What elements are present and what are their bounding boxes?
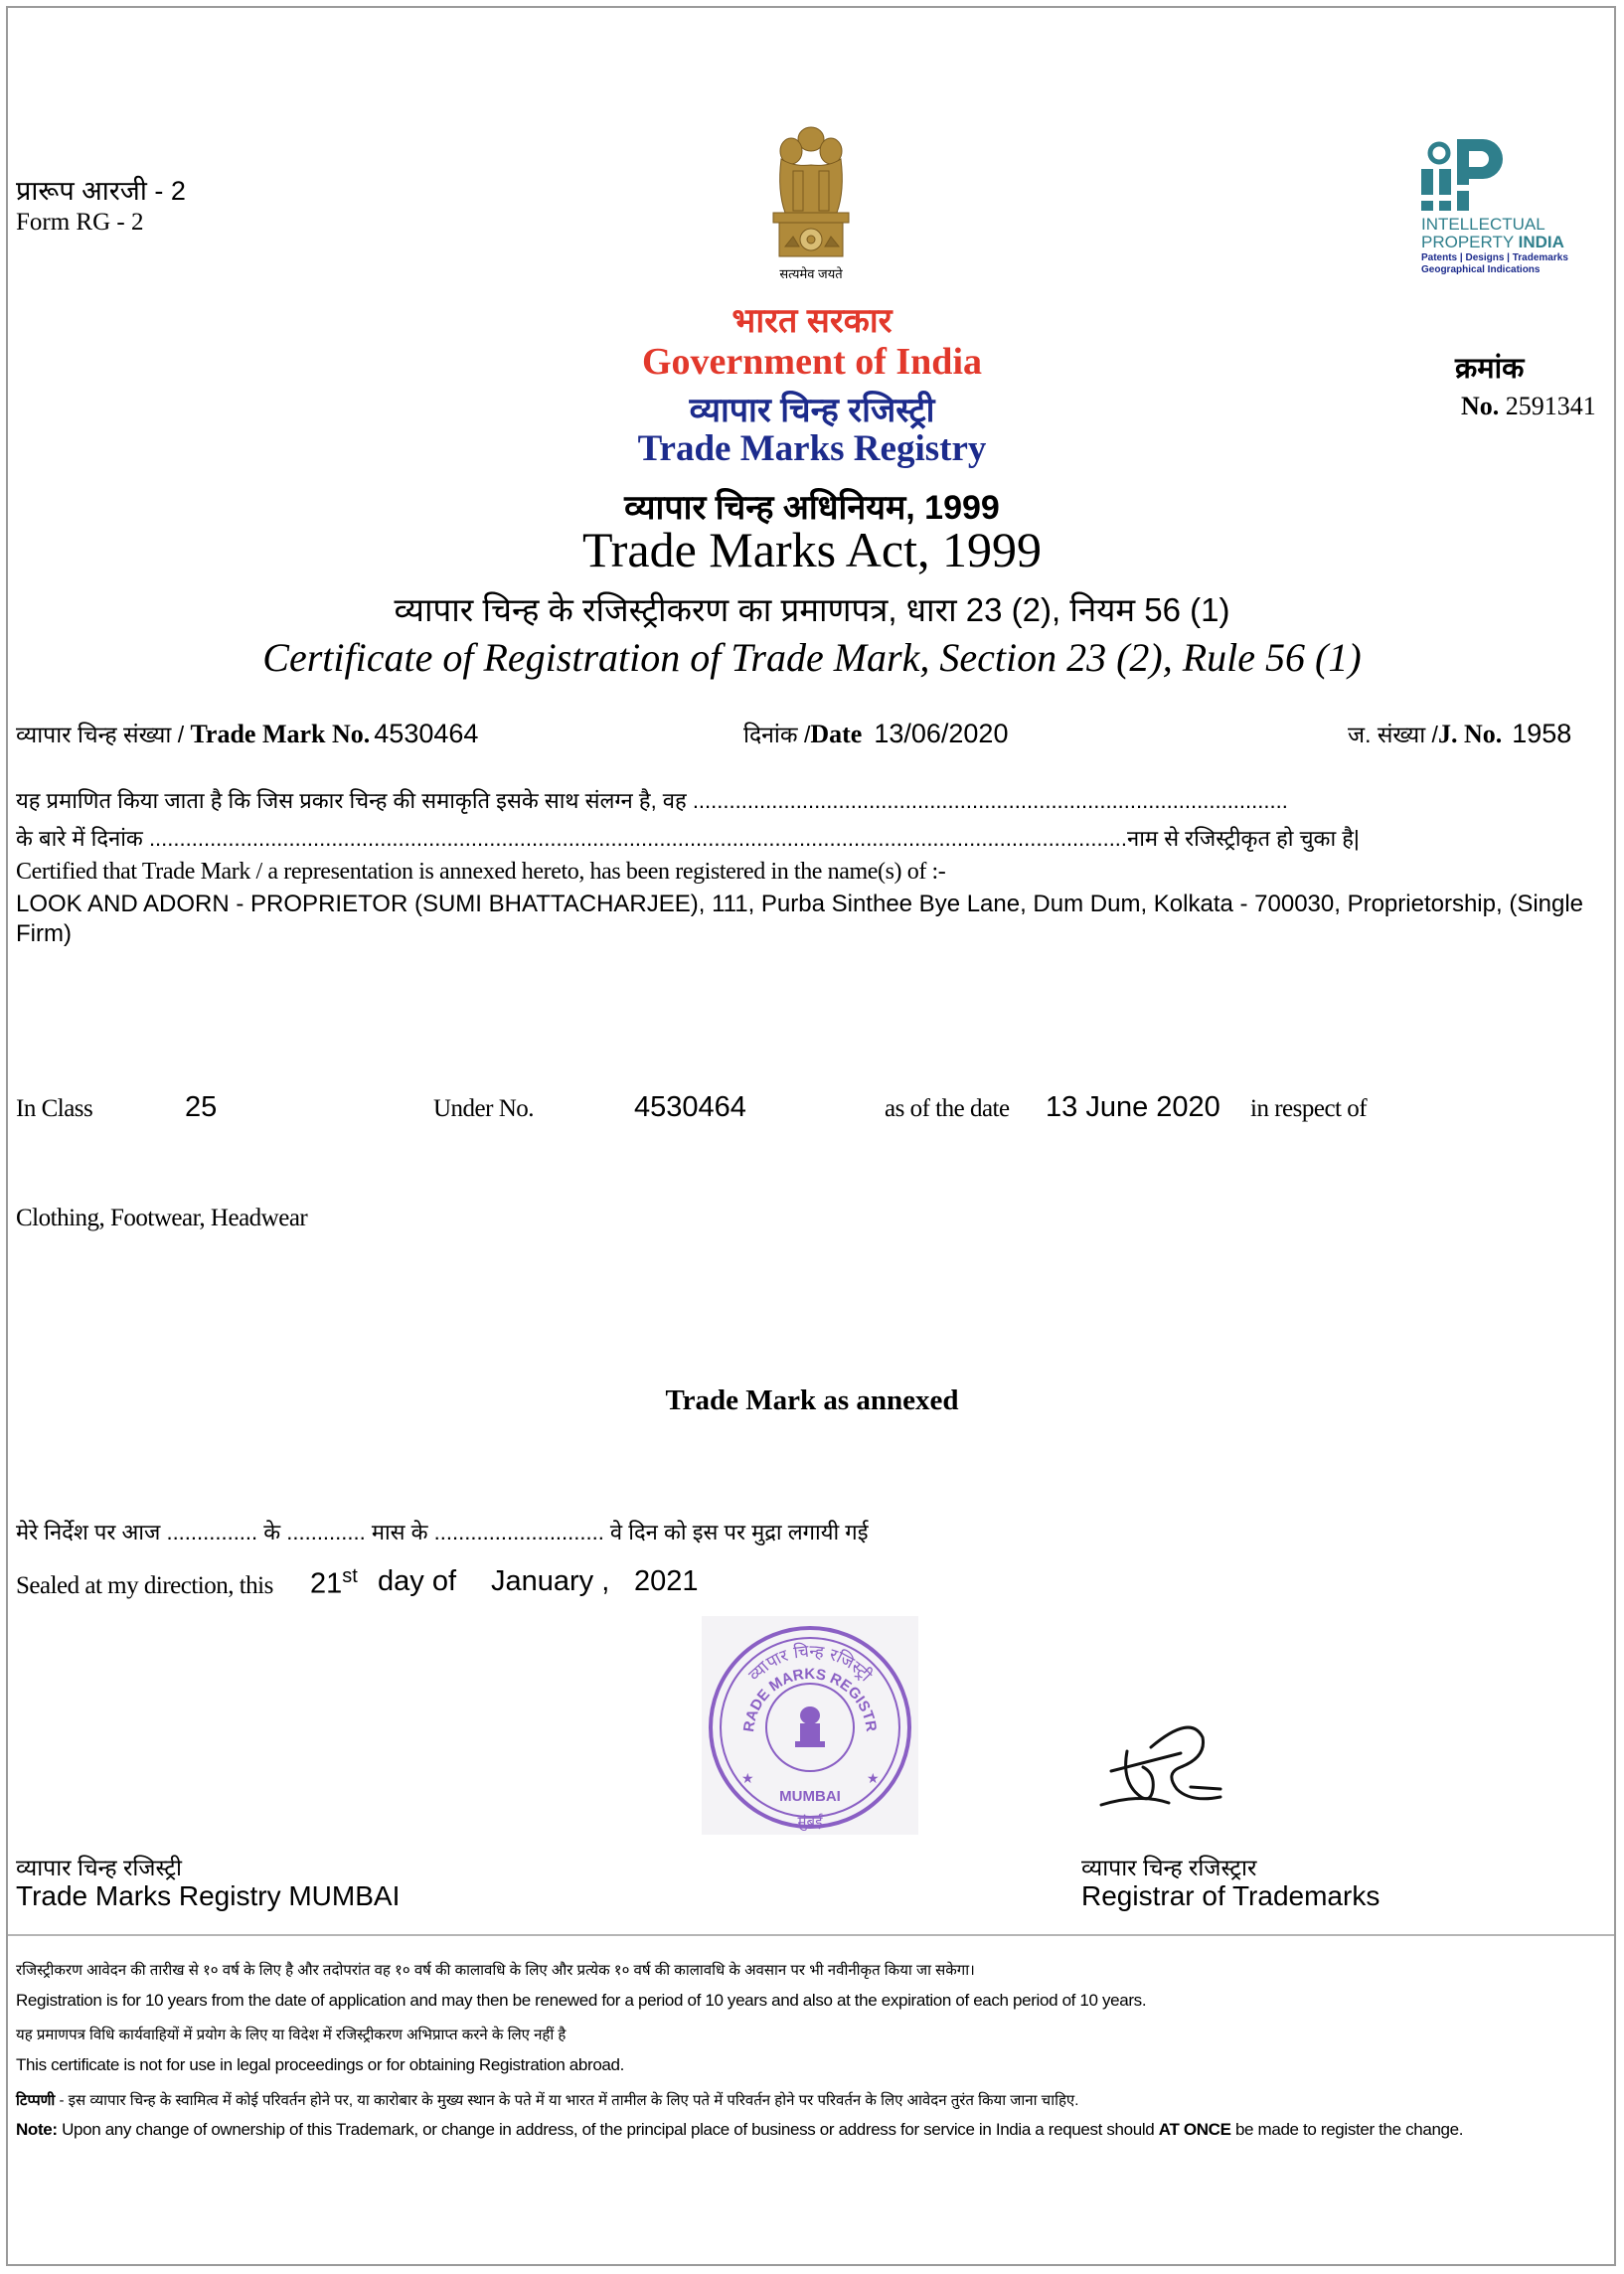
act-title-hindi: व्यापार चिन्ह अधिनियम, 1999: [624, 489, 1000, 527]
emblem-motto: सत्यमेव जयते: [779, 266, 843, 281]
certification-text-hindi-2: के बारे में दिनांक .................................................................................................................................................................नाम से रजिस्ट्रीकृत हो चुका है|: [16, 826, 1360, 851]
trade-mark-number: व्यापार चिन्ह संख्या / Trade Mark No. 4530464: [16, 719, 479, 748]
note-change-hindi: टिप्पणी - इस व्यापार चिन्ह के स्वामित्व में कोई परिवर्तन होने पर, या कारोबार के मुख्य स्थान के पते में या भारत में तामील के लिए पते में परिवर्तन होने पर परिवर्तन के लिए आवेदन तुरंत किया जाना चाहिए.: [16, 2092, 1079, 2109]
note-renewal-hindi: रजिस्ट्रीकरण आवेदन की तारीख से १० वर्ष के लिए है और तदोपरांत वह १० वर्ष की कालावधि के लिए और प्रत्येक १० वर्ष की कालावधि के अवसान पर भी नवीनीकृत किया जा सकेगा।: [16, 1962, 975, 1979]
stamp-city-hindi: मुंबई: [797, 1813, 823, 1831]
note-legal-use: This certificate is not for use in legal proceedings or for obtaining Registration abroad.: [16, 2055, 625, 2074]
class-value: 25: [185, 1091, 218, 1123]
certificate-title: Certificate of Registration of Trade Mark, Section 23 (2), Rule 56 (1): [262, 635, 1362, 680]
registry-name: Trade Marks Registry MUMBAI: [16, 1880, 401, 1911]
registry-title: Trade Marks Registry: [637, 428, 987, 469]
sealed-month: January ,: [491, 1565, 610, 1597]
as-of-date-label: as of the date: [885, 1095, 1010, 1122]
sealed-label: Sealed at my direction, this: [16, 1572, 273, 1599]
as-of-date-value: 13 June 2020: [1046, 1091, 1220, 1123]
certification-text-hindi-1: यह प्रमाणित किया जाता है कि जिस प्रकार चिन्ह की समाकृति इसके साथ संलग्न है, वह ..................................................................................................: [16, 788, 1288, 813]
in-respect-of-label: in respect of: [1250, 1095, 1368, 1122]
form-number-hindi: प्रारूप आरजी - 2: [16, 176, 186, 206]
sealed-day-of: day of: [378, 1565, 456, 1597]
note-legal-use-hindi: यह प्रमाणपत्र विधि कार्यवाहियों में प्रयोग के लिए या विदेश में रजिस्ट्रीकरण अभिप्राप्त करने के लिए नहीं है: [16, 2027, 567, 2043]
registry-name-hindi: व्यापार चिन्ह रजिस्ट्री: [16, 1855, 182, 1880]
registrar-title-hindi: व्यापार चिन्ह रजिस्ट्रार: [1081, 1855, 1257, 1880]
application-date: दिनांक /Date 13/06/2020: [743, 719, 1009, 748]
goods-description: Clothing, Footwear, Headwear: [16, 1205, 308, 1231]
registry-title-hindi: व्यापार चिन्ह रजिस्ट्री: [689, 392, 935, 429]
ip-india-logo: [1417, 135, 1606, 284]
government-title-hindi: भारत सरकार: [731, 302, 893, 340]
stamp-city: MUMBAI: [779, 1788, 841, 1805]
ipi-logo-line2: PROPERTY INDIA: [1421, 233, 1564, 251]
ipi-logo-line4: Geographical Indications: [1421, 264, 1541, 275]
sealed-day: 21st: [310, 1565, 358, 1600]
serial-number: No. 2591341: [1461, 392, 1596, 420]
stamp-arc-english: RADE MARKS REGISTR: [739, 1665, 880, 1733]
stamp-arc-hindi: व्यापार चिन्ह रजिस्ट्री: [744, 1641, 876, 1687]
registered-owner: LOOK AND ADORN - PROPRIETOR (SUMI BHATTACHARJEE), 111, Purba Sinthee Bye Lane, Dum Dum, Kolkata - 700030, Proprietorship, (Single Firm): [16, 891, 1584, 947]
trade-mark-annexed: Trade Mark as annexed: [665, 1384, 959, 1416]
class-label: In Class: [16, 1095, 93, 1122]
footer-divider: [8, 1934, 1614, 1936]
government-title: Government of India: [642, 341, 982, 383]
under-number-label: Under No.: [433, 1095, 535, 1122]
svg-text:★: ★: [867, 1772, 880, 1787]
ipi-logo-line3: Patents | Designs | Trademarks: [1421, 252, 1568, 263]
registry-seal-stamp: [702, 1616, 918, 1835]
national-emblem-icon: [763, 121, 859, 286]
journal-number: ज. संख्या /J. No. 1958: [1348, 719, 1572, 748]
registrar-signature: [1081, 1694, 1236, 1833]
certification-text: Certified that Trade Mark / a representation is annexed hereto, has been registered in the name(s) of :-: [16, 859, 946, 885]
note-renewal: Registration is for 10 years from the date of application and may then be renewed for a period of 10 years and also at the expiration of each period of 10 years.: [16, 1991, 1147, 2010]
act-title: Trade Marks Act, 1999: [581, 522, 1042, 577]
form-number: Form RG - 2: [16, 209, 144, 236]
ipi-logo-line1: INTELLECTUAL: [1421, 215, 1545, 234]
under-number-value: 4530464: [634, 1091, 746, 1123]
sealed-text-hindi: मेरे निर्देश पर आज ............... के ............. मास के ............................ वे दिन को इस पर मुद्रा लगायी गई: [16, 1520, 869, 1544]
svg-text:★: ★: [741, 1772, 754, 1787]
note-change: Note: Upon any change of ownership of this Trademark, or change in address, of the principal place of business or address for service in India a request should AT ONCE be made to register the change.: [16, 2120, 1464, 2139]
registrar-title: Registrar of Trademarks: [1081, 1880, 1380, 1911]
sealed-year: 2021: [634, 1565, 699, 1597]
certificate-title-hindi: व्यापार चिन्ह के रजिस्ट्रीकरण का प्रमाणपत्र, धारा 23 (2), नियम 56 (1): [394, 591, 1230, 628]
serial-label-hindi: क्रमांक: [1455, 353, 1525, 385]
